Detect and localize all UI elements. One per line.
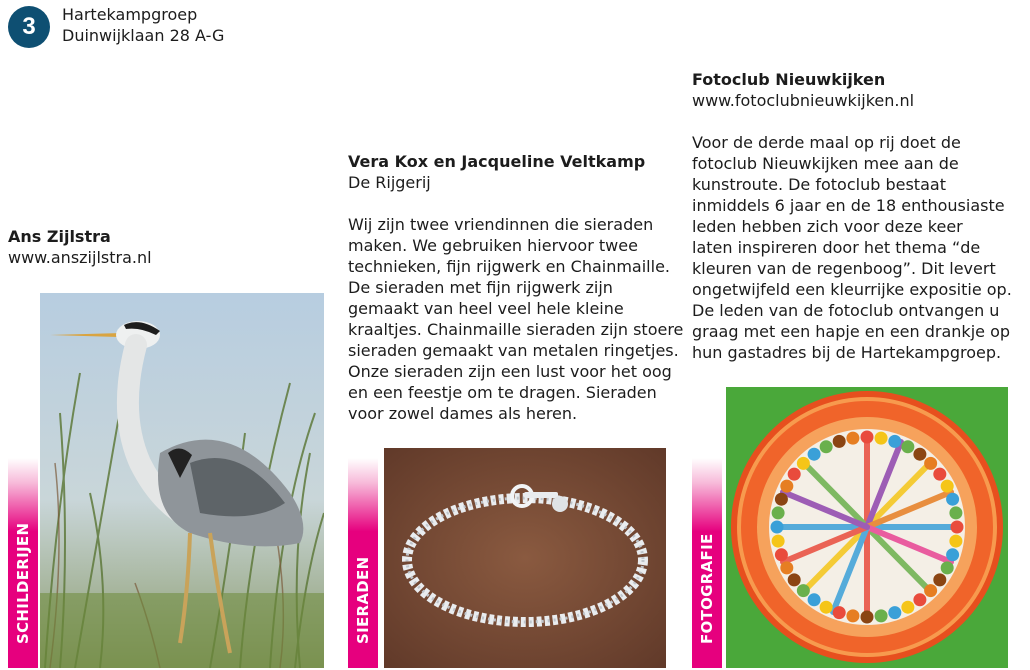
candy xyxy=(946,548,959,561)
artist3-line: leden hebben zich voor deze keer xyxy=(692,217,963,236)
candy xyxy=(901,601,914,614)
candy xyxy=(771,521,784,534)
artist3-line: De leden van de fotoclub ontvangen u xyxy=(692,301,1000,320)
candy xyxy=(875,609,888,622)
artist2-line: en een feestje om te dragen. Sieraden xyxy=(348,383,657,402)
candy xyxy=(924,584,937,597)
candy xyxy=(941,561,954,574)
category-label: FOTOGRAFIE xyxy=(698,533,716,644)
candy xyxy=(875,432,888,445)
artist2-line: technieken, fijn rijgwerk en Chainmaille. xyxy=(348,257,670,276)
bracelet-svg xyxy=(384,448,666,668)
candy xyxy=(788,468,801,481)
candy xyxy=(775,493,788,506)
artist2-line: Onze sieraden zijn een lust voor het oog xyxy=(348,362,672,381)
category-label: SIERADEN xyxy=(354,556,372,644)
artist2-line: gemaakt van heel veel hele kleine xyxy=(348,299,624,318)
candy xyxy=(797,457,810,470)
candy xyxy=(772,506,785,519)
location-address: Duinwijklaan 28 A-G xyxy=(62,26,225,45)
category-tag-schilderijen xyxy=(8,458,38,668)
heron-painting-svg xyxy=(40,293,324,668)
candy xyxy=(913,593,926,606)
category-tag-fotografie xyxy=(692,458,722,668)
artist3-line: hun gastadres bij de Hartekampgroep. xyxy=(692,343,1002,362)
artist1-info xyxy=(8,226,152,268)
candy xyxy=(951,521,964,534)
candy xyxy=(846,609,859,622)
candy xyxy=(861,431,874,444)
artist2-line: maken. We gebruiken hiervoor twee xyxy=(348,236,638,255)
artist3-line: inmiddels 6 jaar en de 18 enthousiaste xyxy=(692,196,1005,215)
candy xyxy=(949,535,962,548)
candy xyxy=(808,593,821,606)
artist1-name: Ans Zijlstra xyxy=(8,227,111,246)
artist2-line: Wij zijn twee vriendinnen die sieraden xyxy=(348,215,654,234)
candy xyxy=(949,506,962,519)
artist3-name: Fotoclub Nieuwkijken xyxy=(692,70,886,89)
candy xyxy=(861,611,874,624)
category-label: SCHILDERIJEN xyxy=(14,522,32,644)
candy xyxy=(941,480,954,493)
candy xyxy=(775,548,788,561)
candy-plate-svg xyxy=(726,387,1008,668)
artist2-subtitle: De Rijgerij xyxy=(348,173,431,192)
artist3-description xyxy=(692,132,1012,363)
candy xyxy=(888,606,901,619)
artist2-info xyxy=(348,151,683,424)
artist3-line: laten inspireren door het thema “de xyxy=(692,238,981,257)
location-name: Hartekampgroep xyxy=(62,5,198,24)
candy xyxy=(820,601,833,614)
artist2-line: De sieraden met fijn rijgwerk zijn xyxy=(348,278,613,297)
artist3-line: graag met een hapje en een drankje op xyxy=(692,322,1011,341)
candy xyxy=(780,480,793,493)
candy-plate-photo-icon xyxy=(726,387,1008,668)
artist2-line: voor zowel dames als heren. xyxy=(348,404,578,423)
artist3-line: Voor de derde maal op rij doet de xyxy=(692,133,961,152)
artist2-line: kraaltjes. Chainmaille sieraden zijn stoere xyxy=(348,320,684,339)
candy xyxy=(933,573,946,586)
candy xyxy=(772,535,785,548)
artist3-line: kleuren van de regenboog”. Dit levert xyxy=(692,259,996,278)
artist2-line: sieraden gemaakt van metalen ringetjes. xyxy=(348,341,679,360)
candy xyxy=(833,435,846,448)
artist3-website[interactable]: www.fotoclubnieuwkijken.nl xyxy=(692,91,915,110)
candy xyxy=(788,573,801,586)
candy xyxy=(924,457,937,470)
artist3-info xyxy=(692,69,1012,363)
artist2-description xyxy=(348,214,683,424)
candy xyxy=(820,440,833,453)
candy xyxy=(780,561,793,574)
candy xyxy=(901,440,914,453)
candy xyxy=(946,493,959,506)
candy xyxy=(846,432,859,445)
artist3-line: ongetwijfeld een kleurrijke expositie op. xyxy=(692,280,1012,299)
chain-bracelet-photo-icon xyxy=(384,448,666,668)
artist2-name: Vera Kox en Jacqueline Veltkamp xyxy=(348,152,646,171)
candy xyxy=(913,448,926,461)
candy xyxy=(808,448,821,461)
artist3-line: fotoclub Nieuwkijken mee aan de xyxy=(692,154,959,173)
candy xyxy=(933,468,946,481)
artist1-website[interactable]: www.anszijlstra.nl xyxy=(8,248,152,267)
candy xyxy=(888,435,901,448)
artist3-line: kunstroute. De fotoclub bestaat xyxy=(692,175,946,194)
heron-painting-icon xyxy=(40,293,324,668)
candy xyxy=(797,584,810,597)
candy xyxy=(833,606,846,619)
location-number-badge: 3 xyxy=(8,6,50,48)
location-info xyxy=(62,4,224,46)
category-tag-sieraden xyxy=(348,458,378,668)
